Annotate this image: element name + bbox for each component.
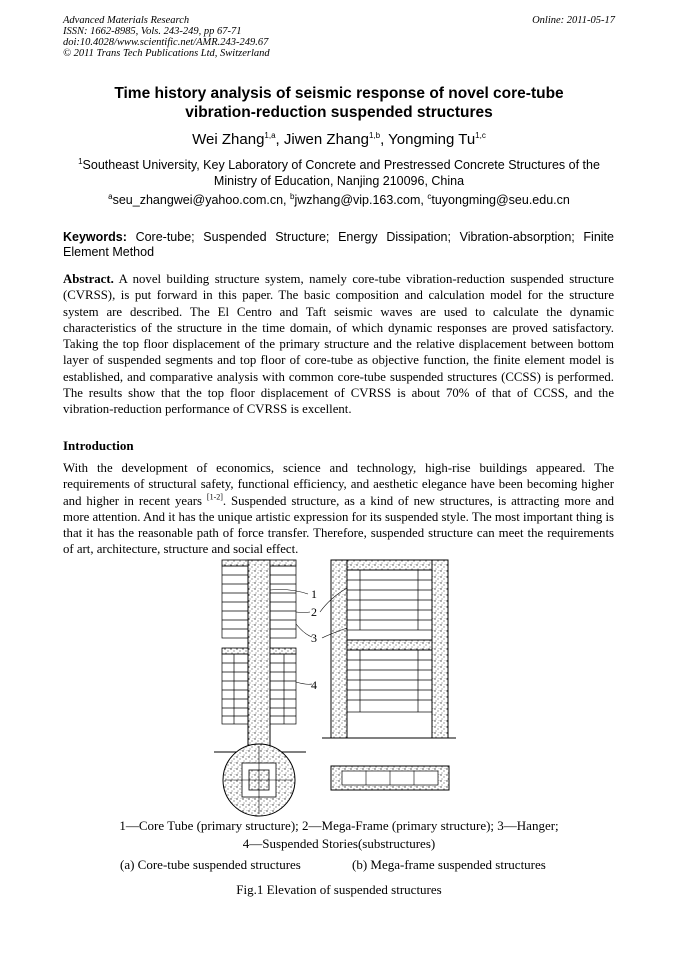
section-heading-introduction: Introduction [63, 438, 134, 453]
subcaption-b: (b) Mega-frame suspended structures [352, 857, 546, 872]
author-list: Wei Zhang$^{1,a}$, Jiwen Zhang$^{1,b}$, Yongming Tu$^{1,c}$ [192, 131, 486, 148]
intro-text-1: With the development of economics, science and technology, high-rise buildings appeared. The requirements of structural safety, functional efficiency, and aesthetic elegance have been becoming higher and higher in recent years [63, 461, 614, 508]
journal-name: Advanced Materials Research [63, 15, 190, 26]
subcaption-a: (a) Core-tube suspended structures [120, 857, 301, 872]
affiliation-line-2: Ministry of Education, Nanjing 210096, China [213, 174, 465, 188]
email-link[interactable]: jwzhang@vip.163.com, [294, 193, 424, 207]
abstract-label: Abstract. [63, 272, 114, 286]
introduction-paragraph [63, 460, 614, 558]
figure-1-diagram [200, 558, 462, 820]
author-sup: 1,b [368, 131, 381, 140]
figure-label-1: 1 [311, 587, 317, 601]
mega-frame-elevation [322, 560, 456, 738]
citation-ref[interactable]: [1-2] [206, 492, 223, 502]
author-sup: 1,c [475, 131, 486, 140]
figure-label-3: 3 [311, 631, 317, 645]
keywords [63, 230, 614, 260]
affiliation-sup: 1 [78, 156, 83, 166]
author-name: Jiwen Zhang [283, 131, 369, 148]
legend-line-2: 4—Suspended Stories(substructures) [242, 836, 436, 851]
keywords-label: Keywords: [63, 230, 127, 244]
email-list [60, 193, 618, 207]
core-tube-elevation [214, 560, 306, 752]
title-line-2: vibration-reduction suspended structures [185, 104, 493, 121]
figure-label-4: 4 [311, 678, 317, 692]
journal-copyright: © 2011 Trans Tech Publications Ltd, Switzerland [63, 48, 270, 59]
core-tube-plan [223, 744, 295, 816]
author-sup: 1,a [264, 131, 276, 140]
author-name: Yongming Tu [388, 131, 476, 148]
keywords-text: Core-tube; Suspended Structure; Energy Dissipation; Vibration-absorption; Finite Element Method [63, 230, 614, 259]
email-sup: c [427, 191, 432, 201]
paper-title [60, 84, 618, 122]
journal-meta [63, 15, 270, 59]
email-link[interactable]: seu_zhangwei@yahoo.com.cn, [112, 193, 287, 207]
figure-caption: Fig.1 Elevation of suspended structures [236, 882, 442, 897]
online-date: Online: 2011-05-17 [532, 15, 615, 26]
affiliation-line-1: Southeast University, Key Laboratory of Concrete and Prestressed Concrete Structures of the [82, 158, 600, 172]
email-sup: a [108, 191, 113, 201]
abstract-text: A novel building structure system, namely core-tube vibration-reduction suspended structure (CVRSS), is put forward in this paper. The basic composition and calculation model for the structure system are described. The El Centro and Taft seismic waves are used to calculate the dynamic characteristics of the structure in the time domain, of which dynamic responses are proved satisfactory. Taking the top floor displacement of the primary structure and the relative displacement between bottom layer of suspended segments and top floor of core-tube as objective function, the finite element model is established, and comparative analysis with common core-tube suspended structures (CCSS) is performed. The results show that the top floor displacement of CVRSS is about 70% of that of CCSS, and the vibration-reduction performance of CVRSS is excellent. [63, 272, 614, 417]
legend-line-1: 1—Core Tube (primary structure); 2—Mega-Frame (primary structure); 3—Hanger; [119, 818, 559, 833]
title-line-1: Time history analysis of seismic response of novel core-tube [114, 85, 564, 102]
figure-label-2: 2 [311, 605, 317, 619]
figure-legend [60, 817, 618, 853]
author-name: Wei Zhang [192, 131, 265, 148]
email-link[interactable]: tuyongming@seu.edu.cn [431, 193, 570, 207]
mega-frame-plan [331, 766, 449, 790]
email-sup: b [290, 191, 295, 201]
journal-issn: ISSN: 1662-8985, Vols. 243-249, pp 67-71 [63, 26, 242, 37]
intro-text-2: . Suspended structure, as a kind of new structures, is attracting more and more attention. And it has the unique artistic expression for its suspended style. The most important thing is that it has the reasonable path of force transfer. Therefore, suspended structure can meet the requirements of art, architecture, structure and social effect. [63, 493, 615, 557]
affiliation [60, 157, 618, 189]
abstract [63, 271, 614, 418]
journal-doi: doi:10.4028/www.scientific.net/AMR.243-249.67 [63, 37, 269, 48]
